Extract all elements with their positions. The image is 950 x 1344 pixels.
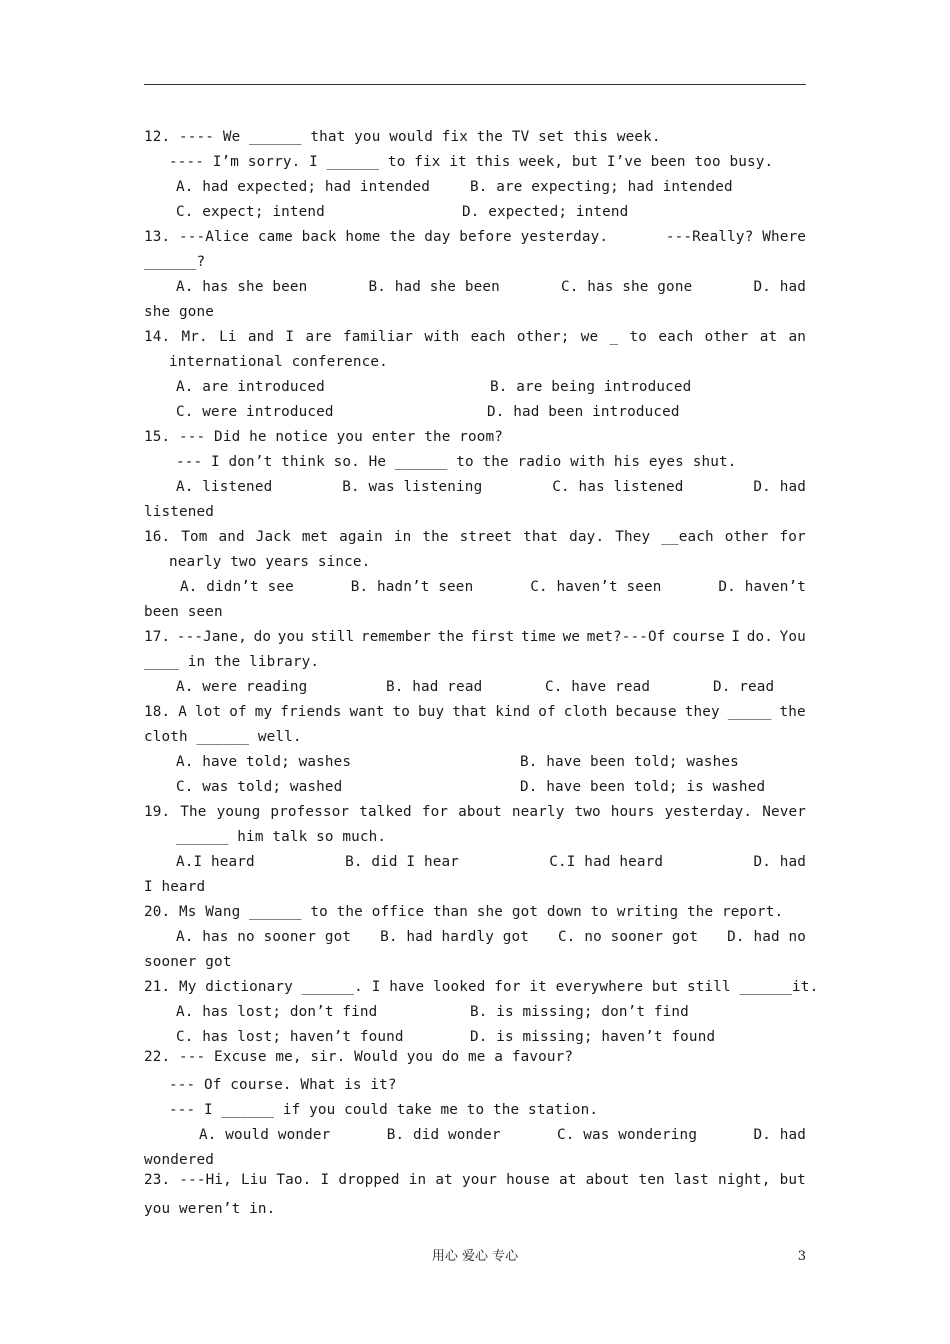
q22-options: [199, 1125, 806, 1145]
q18-w: _____: [727, 704, 772, 720]
q21-option-a: A. has lost; don’t find: [176, 1004, 378, 1020]
q20-option-d: D. had no: [727, 929, 806, 945]
q14-option-c: C. were introduced: [176, 404, 334, 420]
q16-option-c: C. haven’t seen: [530, 579, 662, 595]
q19-stem-cont: ______ him talk so much.: [176, 829, 387, 845]
q18-w: friends: [280, 704, 342, 720]
q18-w: the: [779, 704, 806, 720]
q19-w: The: [180, 804, 207, 820]
q19-option-b: B. did I hear: [345, 854, 459, 870]
q19-w: two: [574, 804, 601, 820]
q19-stem: [144, 802, 806, 822]
q15-options: [176, 477, 806, 497]
q16-w: other: [724, 529, 769, 545]
q13-stem: [144, 227, 806, 247]
q16-option-a: A. didn’t see: [180, 579, 294, 595]
q14-w: with: [424, 329, 460, 345]
q23-w: house: [506, 1172, 550, 1188]
q14-w: are: [305, 329, 332, 345]
q14-w: I: [285, 329, 295, 345]
q23-w: but: [779, 1172, 806, 1188]
q17-option-b: B. had read: [386, 679, 483, 695]
q12-option-a: A. had expected; had intended: [176, 179, 430, 195]
q16-w: in: [393, 529, 412, 545]
q23-w: at: [559, 1172, 577, 1188]
q17-w: course: [672, 629, 725, 645]
q14-w: other: [704, 329, 749, 345]
q19-w: for: [421, 804, 449, 820]
q18-w: of: [538, 704, 556, 720]
q16-w: for: [779, 529, 806, 545]
q14-w: an: [788, 329, 806, 345]
q14-w: each: [658, 329, 694, 345]
q16-w: Jack: [255, 529, 291, 545]
q14-w: at: [759, 329, 778, 345]
q23-w: I: [320, 1172, 330, 1188]
q18-w: 18.: [144, 704, 171, 720]
q17-w: you: [277, 629, 304, 645]
q19-w: hours: [610, 804, 655, 820]
q23-w: ---Hi,: [179, 1172, 232, 1188]
q16-options: [180, 577, 806, 597]
q14-w: _: [609, 329, 619, 345]
q18-w: want: [349, 704, 385, 720]
q19-w: Never: [762, 804, 806, 820]
q16-w: street: [459, 529, 513, 545]
q16-stem-cont: nearly two years since.: [169, 554, 371, 570]
q17-w: 17.: [144, 629, 171, 645]
q17-w: I: [731, 629, 741, 645]
q13-stem-part1: 13. ---Alice came back home the day before yesterday.: [144, 229, 609, 245]
q18-w: to: [392, 704, 410, 720]
q17-w: remember: [360, 629, 432, 645]
q17-stem-cont: ____ in the library.: [144, 654, 320, 670]
q14-w: Mr.: [181, 329, 208, 345]
q17-w: first: [470, 629, 515, 645]
q18-w: lot: [194, 704, 222, 720]
q17-w: do.: [746, 629, 773, 645]
q16-w: that: [523, 529, 559, 545]
q19-w: talked: [359, 804, 412, 820]
q18-stem: [144, 702, 806, 722]
q19-w: yesterday.: [664, 804, 753, 820]
page-footer: 用心 爱心 专心: [431, 1249, 519, 1264]
q20-option-c: C. no sooner got: [558, 929, 699, 945]
q22-request: --- I ______ if you could take me to the station.: [169, 1102, 599, 1118]
q16-w: __each: [661, 529, 714, 545]
q20-option-b: B. had hardly got: [380, 929, 530, 945]
q13-option-a: A. has she been: [176, 279, 308, 295]
q12-stem: 12. ---- We ______ that you would fix the TV set this week.: [144, 129, 661, 145]
q15-stem: 15. --- Did he notice you enter the room?: [144, 429, 504, 445]
q16-w: Tom: [181, 529, 208, 545]
q13-option-c: C. has she gone: [560, 279, 693, 295]
q13-stem-cont: ______?: [144, 254, 206, 270]
q14-w: each: [470, 329, 506, 345]
q22-response: --- Of course. What is it?: [169, 1077, 397, 1093]
q18-w: of: [229, 704, 247, 720]
q19-w: about: [458, 804, 502, 820]
q14-w: Li: [219, 329, 237, 345]
q15-option-a: A. listened: [176, 479, 273, 495]
q12-option-c: C. expect; intend: [176, 204, 325, 220]
q23-stem-cont: you weren’t in.: [144, 1201, 276, 1217]
q18-w: because: [615, 704, 677, 720]
q14-w: 14.: [144, 329, 171, 345]
q23-w: 23.: [144, 1172, 171, 1188]
q21-option-b: B. is missing; don’t find: [470, 1004, 689, 1020]
q16-option-d-wrap: been seen: [144, 604, 223, 620]
q19-option-c: C.I had heard: [549, 854, 664, 870]
q23-w: last: [673, 1172, 709, 1188]
q17-option-c: C. have read: [545, 679, 651, 695]
q18-w: my: [254, 704, 273, 720]
q18-stem-cont: cloth ______ well.: [144, 729, 302, 745]
q18-option-c: C. was told; washed: [176, 779, 343, 795]
page-number: 3: [797, 1249, 806, 1264]
q13-option-d-wrap: she gone: [144, 304, 215, 320]
q18-w: kind: [495, 704, 531, 720]
q16-w: and: [218, 529, 245, 545]
q12-option-d: D. expected; intend: [462, 204, 629, 220]
q23-w: about: [585, 1172, 630, 1188]
q15-response: --- I don’t think so. He ______ to the radio with his eyes shut.: [176, 454, 737, 470]
q17-w: ---Jane,: [176, 629, 247, 645]
q19-w: young: [216, 804, 261, 820]
q14-stem: [144, 327, 806, 347]
q18-w: they: [684, 704, 720, 720]
q14-w: to: [629, 329, 648, 345]
q16-w: met: [301, 529, 329, 545]
q22-option-c: C. was wondering: [556, 1127, 698, 1143]
q23-stem: [144, 1170, 806, 1190]
q14-option-a: A. are introduced: [176, 379, 325, 395]
q23-w: Liu: [241, 1172, 268, 1188]
q14-w: we: [580, 329, 599, 345]
q18-w: that: [452, 704, 488, 720]
q17-stem: [144, 627, 806, 647]
q16-stem: [144, 527, 806, 547]
q14-w: other;: [516, 329, 570, 345]
q22-option-d: D. had: [753, 1127, 806, 1143]
q16-w: 16.: [144, 529, 171, 545]
q17-w: the: [437, 629, 464, 645]
q23-w: your: [462, 1172, 498, 1188]
q13-option-b: B. had she been: [368, 279, 500, 295]
q17-w: still: [310, 629, 355, 645]
q14-option-d: D. had been introduced: [487, 404, 680, 420]
q20-options: [176, 927, 806, 947]
q12-option-b: B. are expecting; had intended: [470, 179, 733, 195]
q23-w: in: [408, 1172, 427, 1188]
q15-option-b: B. was listening: [342, 479, 483, 495]
q14-w: and: [247, 329, 275, 345]
q22-option-d-wrap: wondered: [144, 1152, 215, 1168]
q21-option-c: C. has lost; haven’t found: [176, 1029, 404, 1045]
q18-option-b: B. have been told; washes: [520, 754, 739, 770]
q21-stem: 21. My dictionary ______. I have looked for it everywhere but still ______it.: [144, 979, 819, 995]
q23-w: ten: [638, 1172, 665, 1188]
q19-w: nearly: [511, 804, 565, 820]
q16-w: day.: [569, 529, 605, 545]
q22-stem: 22. --- Excuse me, sir. Would you do me a favour?: [144, 1049, 574, 1065]
q19-option-a: A.I heard: [176, 854, 255, 870]
q13-stem-part2: ---Really? Where: [665, 229, 806, 245]
q16-option-b: B. hadn’t seen: [350, 579, 474, 595]
q14-w: familiar: [343, 329, 414, 345]
q22-option-a: A. would wonder: [199, 1127, 331, 1143]
q21-option-d: D. is missing; haven’t found: [470, 1029, 716, 1045]
q15-option-d-wrap: listened: [144, 504, 215, 520]
q15-option-c: C. has listened: [552, 479, 684, 495]
q13-options: [176, 277, 806, 297]
q19-w: 19.: [144, 804, 171, 820]
q14-option-b: B. are being introduced: [490, 379, 692, 395]
q16-w: again: [339, 529, 383, 545]
q17-w: do: [253, 629, 272, 645]
header-rule: [144, 84, 806, 85]
q12-response: ---- I’m sorry. I ______ to fix it this week, but I’ve been too busy.: [169, 154, 774, 170]
q17-option-a: A. were reading: [176, 679, 308, 695]
q23-w: dropped: [338, 1172, 400, 1188]
q16-w: the: [422, 529, 449, 545]
q17-w: time: [520, 629, 556, 645]
q23-w: Tao.: [276, 1172, 312, 1188]
q18-w: A: [178, 704, 188, 720]
q18-w: cloth: [563, 704, 608, 720]
q15-option-d: D. had: [753, 479, 806, 495]
q20-option-a: A. has no sooner got: [176, 929, 352, 945]
q17-option-d: D. read: [713, 679, 775, 695]
q18-w: buy: [417, 704, 445, 720]
q17-w: we: [562, 629, 581, 645]
q20-stem: 20. Ms Wang ______ to the office than she got down to writing the report.: [144, 904, 784, 920]
q17-w: met?---Of: [586, 629, 666, 645]
q18-option-d: D. have been told; is washed: [520, 779, 766, 795]
q13-option-d: D. had: [753, 279, 806, 295]
q19-option-d-wrap: I heard: [144, 879, 206, 895]
q18-option-a: A. have told; washes: [176, 754, 352, 770]
q19-options: [176, 852, 806, 872]
q20-option-d-wrap: sooner got: [144, 954, 232, 970]
q23-w: at: [435, 1172, 453, 1188]
q23-w: night,: [718, 1172, 771, 1188]
q22-option-b: B. did wonder: [386, 1127, 501, 1143]
q17-w: You: [779, 629, 806, 645]
q19-w: professor: [270, 804, 350, 820]
q16-w: They: [615, 529, 651, 545]
q14-stem-cont: international conference.: [169, 354, 388, 370]
q16-option-d: D. haven’t: [718, 579, 806, 595]
q19-option-d: D. had: [753, 854, 806, 870]
